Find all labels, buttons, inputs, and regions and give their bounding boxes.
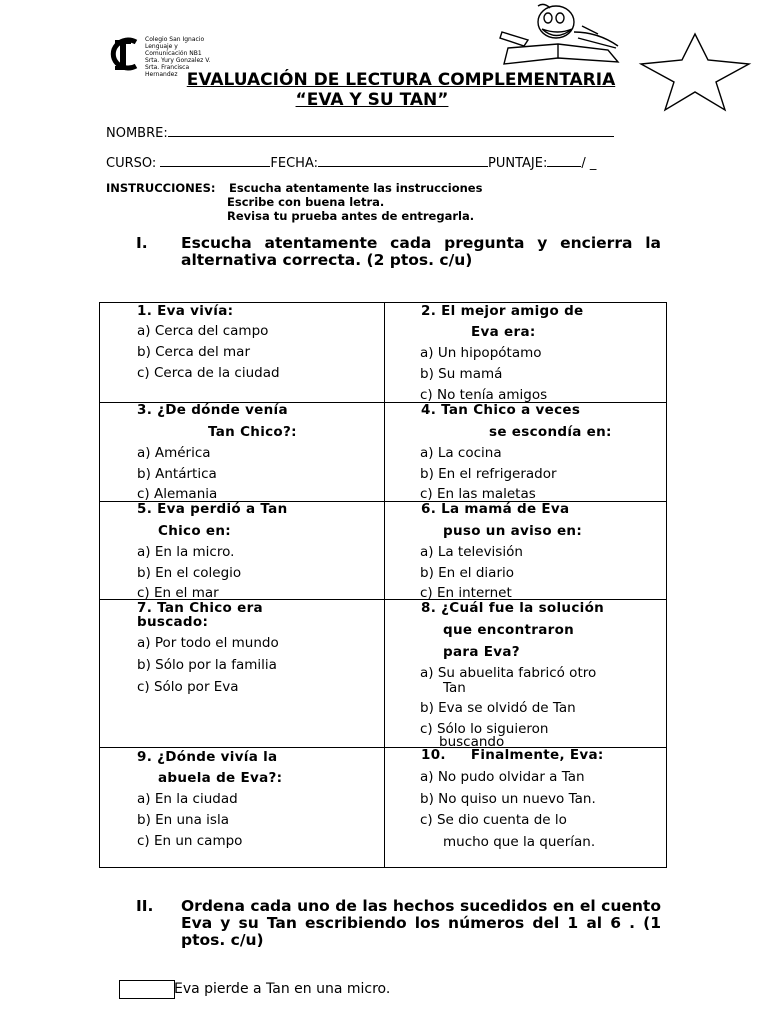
option[interactable]: c) Se dio cuenta de lo (420, 812, 567, 828)
option[interactable]: c) Sólo por Eva (137, 679, 239, 695)
question-text: 3. ¿De dónde venía (137, 402, 288, 418)
school-line: Lenguaje y (145, 43, 178, 50)
option[interactable]: a) La cocina (420, 445, 502, 461)
date-line[interactable] (318, 154, 488, 167)
school-line: Hernandez (145, 71, 178, 78)
option[interactable]: c) Sólo lo siguieron (420, 721, 549, 737)
school-line: Srta. Francisca (145, 64, 190, 71)
option[interactable]: c) En el mar (137, 585, 219, 601)
question-text: 8. ¿Cuál fue la solución (421, 600, 605, 616)
page-title: EVALUACIÓN DE LECTURA COMPLEMENTARIA (186, 70, 616, 90)
score-sep: / _ (581, 156, 597, 171)
option[interactable]: c) En internet (420, 585, 512, 601)
section1-text: Escucha atentamente cada pregunta y encierra la alternativa correcta. (2 ptos. c/u) (181, 234, 661, 269)
question-text: 6. La mamá de Eva (421, 501, 570, 517)
question-text: 2. El mejor amigo de (421, 303, 584, 319)
question-text: que encontraron (443, 622, 575, 638)
score-label: PUNTAJE: (488, 156, 548, 171)
question-table (99, 302, 667, 868)
question-text: puso un aviso en: (443, 523, 583, 539)
name-line[interactable] (168, 124, 614, 137)
instructions-label: INSTRUCCIONES: (106, 181, 216, 195)
option[interactable]: b) Eva se olvidó de Tan (420, 700, 576, 716)
table-divider (384, 303, 385, 867)
question-text: 4. Tan Chico a veces (421, 402, 581, 418)
course-line[interactable] (160, 154, 270, 167)
school-logo (106, 36, 146, 72)
school-line: Comunicación NB1 (145, 50, 202, 57)
question-text: Tan Chico?: (208, 424, 297, 440)
instruction-line: Revisa tu prueba antes de entregarla. (227, 209, 475, 223)
date-label: FECHA: (270, 156, 318, 171)
question-text: se escondía en: (489, 424, 612, 440)
question-text: Chico en: (158, 523, 231, 539)
section2-text: Ordena cada uno de las hechos sucedidos en el cuento Eva y su Tan escribiendo los números del 1 al 6 . (1 ptos. c/u) (181, 897, 661, 949)
option[interactable]: a) América (137, 445, 211, 461)
course-label: CURSO: (106, 156, 161, 171)
instruction-line: Escucha atentamente las instrucciones (229, 181, 483, 195)
option[interactable]: a) La televisión (420, 544, 523, 560)
course-row (106, 154, 596, 171)
option[interactable]: b) No quiso un nuevo Tan. (420, 791, 596, 807)
option[interactable]: a) En la ciudad (137, 791, 238, 807)
section2-numeral: II. (136, 897, 154, 915)
option[interactable]: c) Cerca de la ciudad (137, 365, 280, 381)
option[interactable]: b) En el diario (420, 565, 515, 581)
option-continuation: mucho que la querían. (443, 834, 596, 850)
option[interactable]: b) En una isla (137, 812, 229, 828)
option-continuation: buscando (439, 734, 505, 750)
book-title: “EVA Y SU TAN” (295, 90, 449, 110)
option[interactable]: c) No tenía amigos (420, 387, 548, 403)
option[interactable]: b) En el colegio (137, 565, 242, 581)
section1-numeral: I. (136, 234, 148, 252)
option[interactable]: b) Cerca del mar (137, 344, 250, 360)
question-text: 5. Eva perdió a Tan (137, 501, 288, 517)
option[interactable]: a) En la micro. (137, 544, 235, 560)
option[interactable]: c) En un campo (137, 833, 243, 849)
question-text: buscado: (137, 614, 209, 630)
score-line[interactable] (547, 154, 581, 167)
option[interactable]: a) Un hipopótamo (420, 345, 542, 361)
order-answer-box[interactable] (119, 980, 175, 999)
option[interactable]: a) Por todo el mundo (137, 635, 279, 651)
option[interactable]: b) Su mamá (420, 366, 503, 382)
question-text: para Eva? (443, 644, 520, 660)
question-text: 1. Eva vivía: (137, 303, 234, 319)
option[interactable]: b) Sólo por la familia (137, 657, 277, 673)
option[interactable]: a) Cerca del campo (137, 323, 269, 339)
option[interactable]: a) Su abuelita fabricó otro (420, 665, 597, 681)
school-line: Srta. Yury Gonzalez V. (145, 57, 211, 64)
option-continuation: Tan (443, 680, 466, 696)
option[interactable]: a) No pudo olvidar a Tan (420, 769, 585, 785)
question-text: 7. Tan Chico era (137, 600, 263, 616)
order-item: Eva pierde a Tan en una micro. (174, 981, 391, 997)
question-text: Eva era: (471, 324, 536, 340)
school-line: Colegio San Ignacio (145, 36, 205, 43)
question-1 (137, 303, 233, 319)
name-field (106, 124, 614, 141)
option[interactable]: c) En las maletas (420, 486, 536, 502)
name-label: NOMBRE: (106, 126, 168, 141)
question-text: abuela de Eva?: (158, 770, 283, 786)
option[interactable]: b) En el refrigerador (420, 466, 557, 482)
reading-duck-illustration (498, 2, 648, 72)
question-text: 10. Finalmente, Eva: (421, 747, 604, 763)
question-text: 9. ¿Dónde vivía la (137, 749, 278, 765)
option[interactable]: c) Alemania (137, 486, 218, 502)
instruction-line: Escribe con buena letra. (227, 195, 385, 209)
option[interactable]: b) Antártica (137, 466, 217, 482)
